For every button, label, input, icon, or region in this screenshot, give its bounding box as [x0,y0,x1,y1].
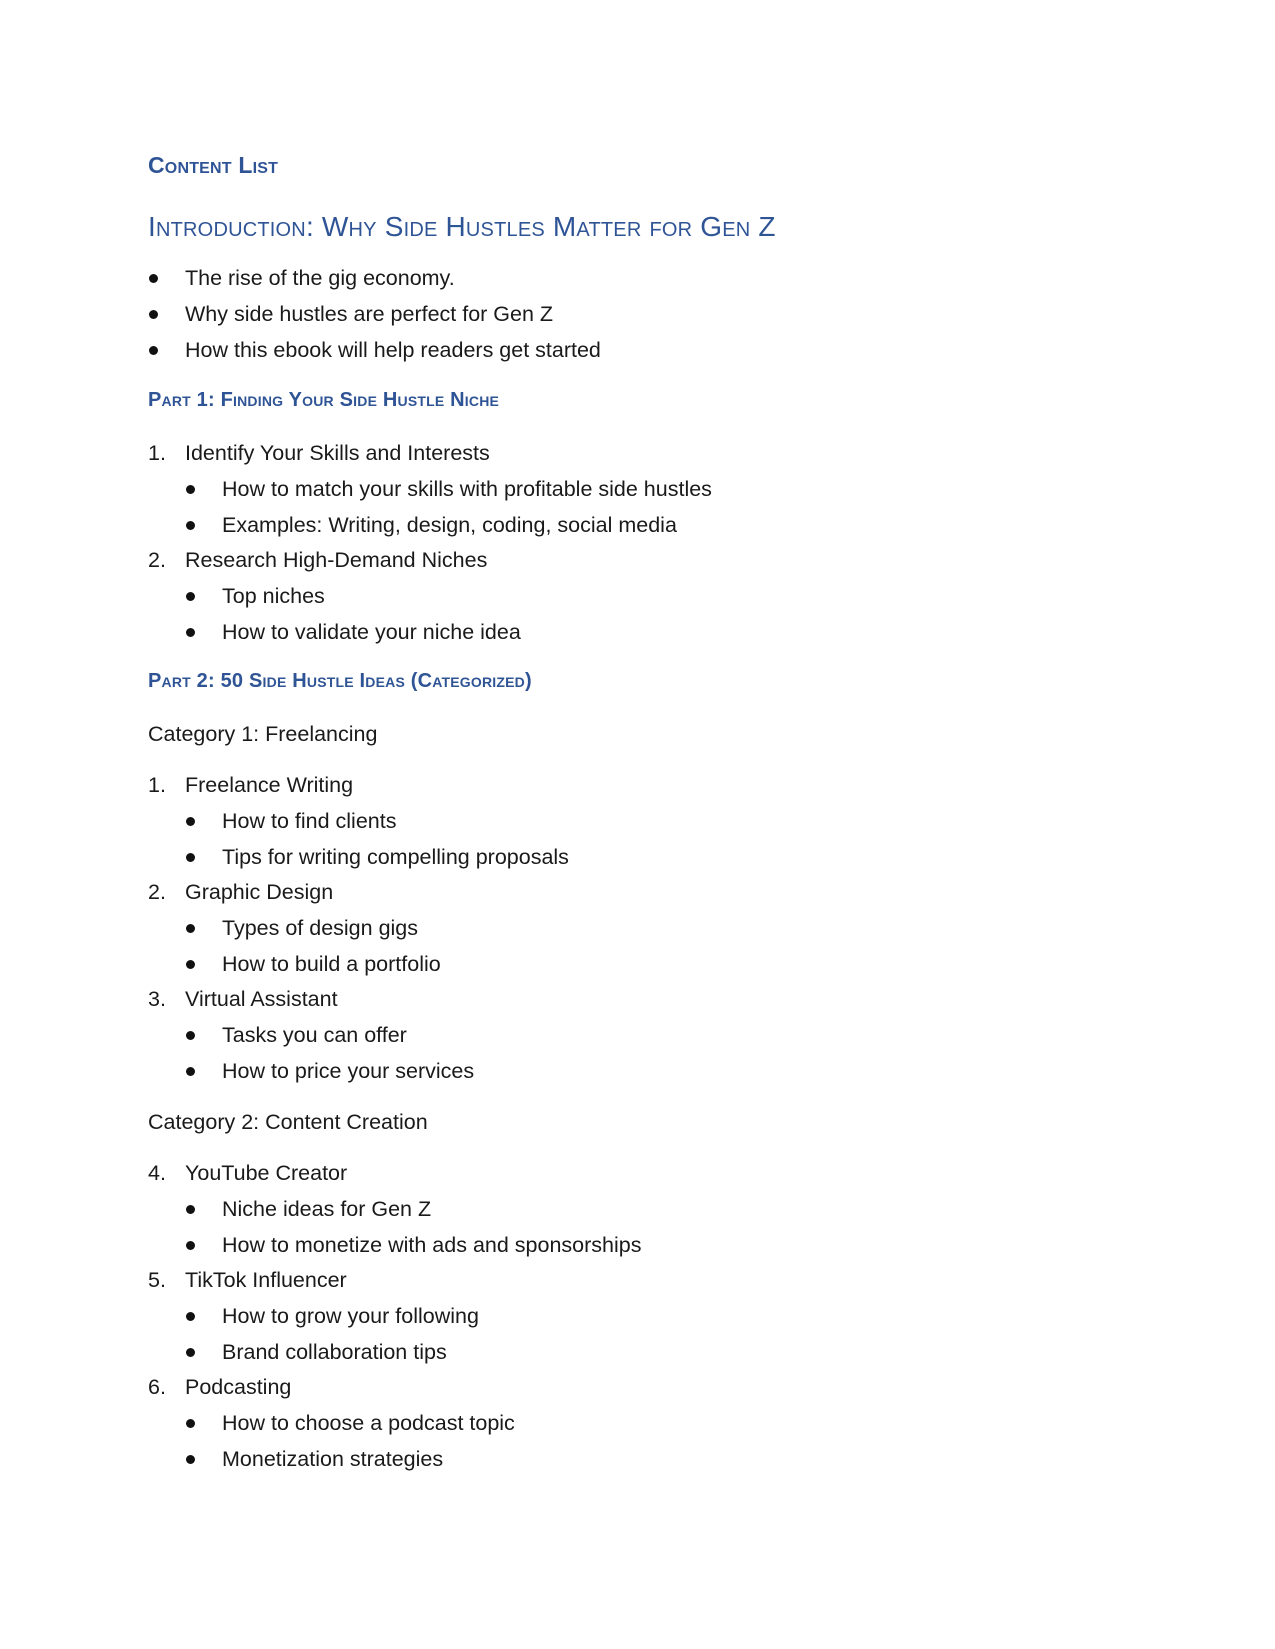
list-item-title: Research High-Demand Niches [185,548,488,572]
list-item-title: Podcasting [185,1375,292,1399]
bullet-dot [186,1455,195,1464]
list-item-title: Identify Your Skills and Interests [185,441,490,465]
category-title: Category 1: Freelancing [148,722,378,746]
sub-bullet: Brand collaboration tips [222,1340,447,1364]
sub-bullet: How to choose a podcast topic [222,1411,515,1435]
sub-bullet: How to match your skills with profitable side hustles [222,477,712,501]
list-number: 1. [148,441,166,465]
sub-bullet: How to grow your following [222,1304,479,1328]
part1-heading: Part 1: Finding Your Side Hustle Niche [148,389,500,411]
sub-bullet: Tasks you can offer [222,1023,407,1047]
bullet-dot [186,924,195,933]
bullet-dot [186,1205,195,1214]
bullet-dot [186,1241,195,1250]
sub-bullet: How to monetize with ads and sponsorships [222,1233,642,1257]
sub-bullet: Niche ideas for Gen Z [222,1197,432,1221]
bullet-dot [186,1348,195,1357]
bullet-dot [149,310,158,319]
sub-bullet: Monetization strategies [222,1447,444,1471]
bullet-dot [186,485,195,494]
bullet-dot [186,1419,195,1428]
bullet-dot [186,1067,195,1076]
bullet-dot [186,1031,195,1040]
list-number: 1. [148,773,166,797]
bullet-dot [186,592,195,601]
content-list-title: Content List [148,152,279,178]
bullet-dot [186,960,195,969]
list-item-title: Graphic Design [185,880,334,904]
sub-bullet: How to price your services [222,1059,475,1083]
sub-bullet: Top niches [222,584,325,608]
list-number: 2. [148,548,166,572]
sub-bullet: Types of design gigs [222,916,419,940]
bullet-dot [186,1312,195,1321]
list-item-title: Virtual Assistant [185,987,338,1011]
bullet-dot [186,853,195,862]
intro-bullet: Why side hustles are perfect for Gen Z [185,302,554,326]
bullet-dot [186,521,195,530]
list-item-title: YouTube Creator [185,1161,348,1185]
category-title: Category 2: Content Creation [148,1110,428,1134]
bullet-dot [186,817,195,826]
list-number: 4. [148,1161,166,1185]
part2-heading: Part 2: 50 Side Hustle Ideas (Categorized) [148,670,532,692]
sub-bullet: How to find clients [222,809,397,833]
sub-bullet: How to build a portfolio [222,952,441,976]
sub-bullet: How to validate your niche idea [222,620,521,644]
intro-bullet: The rise of the gig economy. [185,266,455,290]
list-number: 2. [148,880,166,904]
list-number: 3. [148,987,166,1011]
list-item-title: Freelance Writing [185,773,354,797]
bullet-dot [186,628,195,637]
sub-bullet: Tips for writing compelling proposals [222,845,569,869]
intro-bullet: How this ebook will help readers get started [185,338,601,362]
bullet-dot [149,274,158,283]
sub-bullet: Examples: Writing, design, coding, social media [222,513,677,537]
list-number: 5. [148,1268,166,1292]
list-item-title: TikTok Influencer [185,1268,347,1292]
intro-heading: Introduction: Why Side Hustles Matter for Gen Z [148,211,776,242]
list-number: 6. [148,1375,166,1399]
bullet-dot [149,346,158,355]
